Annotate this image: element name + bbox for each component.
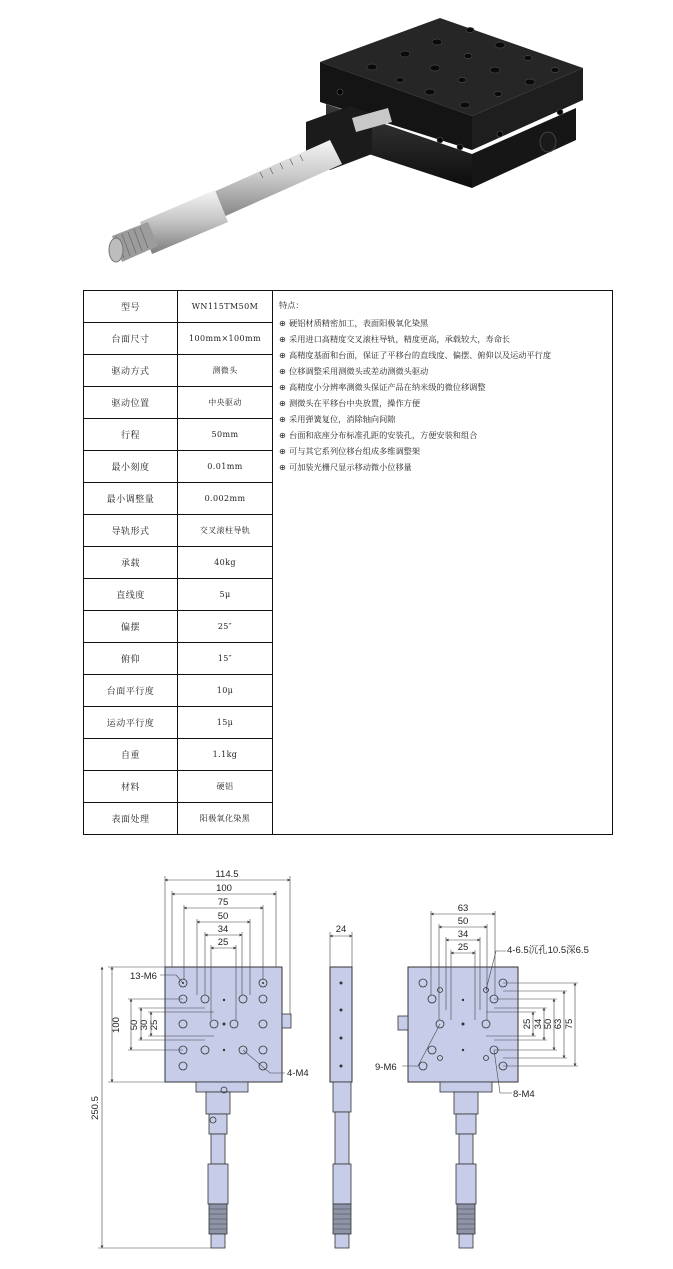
- dim-side-24: 24: [335, 924, 347, 935]
- feature-text: 可加装光栅尺显示移动微小位移量: [289, 462, 412, 472]
- spec-label: 型号: [84, 291, 178, 322]
- feature-item: [279, 365, 606, 377]
- spec-row: [84, 579, 272, 611]
- spec-row: [84, 451, 272, 483]
- callout-13-m6: 13-M6: [130, 971, 157, 982]
- spec-value: 阳极氧化染黑: [199, 814, 251, 823]
- feature-text: 位移调整采用测微头或差动测微头驱动: [289, 366, 429, 376]
- spec-label: 驱动位置: [84, 387, 178, 418]
- bullet-icon: ⊕: [279, 334, 286, 344]
- callout-9-m6: 9-M6: [375, 1062, 397, 1073]
- feature-text: 高精度小分辨率测微头保证产品在纳米级的微位移调整: [289, 382, 486, 392]
- dim-right-63: 63: [553, 1018, 564, 1030]
- spec-value: 交叉滚柱导轨: [199, 526, 251, 535]
- bullet-icon: ⊕: [279, 398, 286, 408]
- spec-value: 5μ: [219, 590, 231, 599]
- spec-label: 台面平行度: [84, 675, 178, 706]
- bullet-icon: ⊕: [279, 462, 286, 472]
- dim-left-30: 30: [139, 1019, 150, 1031]
- spec-value: 15″: [217, 654, 233, 663]
- spec-value: 25″: [217, 622, 233, 631]
- back-view: [375, 903, 589, 1248]
- dim-back-34: 34: [457, 929, 469, 940]
- spec-row: [84, 771, 272, 803]
- feature-item: [279, 349, 606, 361]
- spec-row: [84, 483, 272, 515]
- callout-4-m4: 4-M4: [287, 1068, 309, 1079]
- dim-right-25: 25: [522, 1018, 533, 1030]
- translation-stage: [306, 18, 583, 188]
- spec-label: 俯仰: [84, 643, 178, 674]
- feature-text: 测微头在平移台中央放置，操作方便: [289, 398, 421, 408]
- dim-overall-height: 250.5: [90, 1096, 101, 1120]
- feature-text: 高精度基面和台面，保证了平移台的直线度、偏摆、俯仰以及运动平行度: [289, 350, 552, 360]
- spec-label: 台面尺寸: [84, 323, 178, 354]
- spec-row: [84, 515, 272, 547]
- spec-label: 运动平行度: [84, 707, 178, 738]
- spec-value: 100mm×100mm: [189, 334, 261, 343]
- spec-value: 0.002mm: [204, 494, 246, 503]
- dim-right-75: 75: [564, 1018, 575, 1030]
- feature-text: 硬铝材质精密加工，表面阳极氧化染黑: [289, 318, 429, 328]
- spec-label: 最小刻度: [84, 451, 178, 482]
- bullet-icon: ⊕: [279, 414, 286, 424]
- spec-label: 材料: [84, 771, 178, 802]
- dim-left-100: 100: [111, 1017, 122, 1033]
- dim-75: 75: [217, 897, 229, 908]
- feature-item: [279, 429, 606, 441]
- bullet-icon: ⊕: [279, 446, 286, 456]
- spec-value: 测微头: [212, 366, 238, 375]
- front-view: [90, 869, 309, 1248]
- spec-label: 承载: [84, 547, 178, 578]
- bullet-icon: ⊕: [279, 430, 286, 440]
- spec-value: 硬铝: [216, 782, 234, 791]
- spec-label: 偏摆: [84, 611, 178, 642]
- spec-value: WN115TM50M: [191, 302, 259, 311]
- spec-row: [84, 323, 272, 355]
- spec-value: 40kg: [214, 558, 236, 567]
- bullet-icon: ⊕: [279, 366, 286, 376]
- dim-left-50: 50: [129, 1019, 140, 1031]
- dim-back-25: 25: [457, 942, 469, 953]
- feature-item: [279, 397, 606, 409]
- spec-value: 15μ: [216, 718, 234, 727]
- callout-8-m4: 8-M4: [513, 1089, 535, 1100]
- product-photo: [0, 0, 673, 280]
- technical-drawing: [0, 855, 673, 1269]
- spec-row: [84, 419, 272, 451]
- feature-text: 采用进口高精度交叉滚柱导轨，精度更高，承载较大，寿命长: [289, 334, 511, 344]
- spec-label: 驱动方式: [84, 355, 178, 386]
- spec-label: 直线度: [84, 579, 178, 610]
- dim-114-5: 114.5: [215, 869, 239, 880]
- spec-row: [84, 707, 272, 739]
- callout-counterbore: 4-6.5沉孔10.5深6.5: [507, 945, 589, 956]
- spec-label: 表面处理: [84, 803, 178, 834]
- dim-right-34: 34: [533, 1018, 544, 1030]
- feature-text: 可与其它系列位移台组成多维调整架: [289, 446, 421, 456]
- dim-50: 50: [217, 911, 229, 922]
- spec-row: [84, 547, 272, 579]
- dim-25: 25: [217, 937, 229, 948]
- features-panel: [273, 291, 612, 834]
- spec-label: 最小调整量: [84, 483, 178, 514]
- spec-value: 0.01mm: [207, 462, 243, 471]
- spec-parameter-list: [84, 291, 273, 834]
- bullet-icon: ⊕: [279, 318, 286, 328]
- feature-item: [279, 381, 606, 393]
- dim-back-63: 63: [457, 903, 469, 914]
- dim-left-25: 25: [149, 1019, 160, 1031]
- spec-value: 1.1kg: [212, 750, 238, 759]
- spec-row: [84, 739, 272, 771]
- spec-row: [84, 803, 272, 834]
- bullet-icon: ⊕: [279, 382, 286, 392]
- feature-item: [279, 333, 606, 345]
- spec-table: [83, 290, 613, 835]
- spec-row: [84, 291, 272, 323]
- spec-label: 自重: [84, 739, 178, 770]
- spec-row: [84, 355, 272, 387]
- spec-value: 50mm: [211, 430, 239, 439]
- spec-value: 中央驱动: [208, 398, 242, 407]
- dim-right-50: 50: [543, 1018, 554, 1030]
- dim-34: 34: [217, 924, 229, 935]
- side-view: [330, 924, 352, 1248]
- feature-item: [279, 413, 606, 425]
- spec-label: 导轨形式: [84, 515, 178, 546]
- spec-value: 10μ: [216, 686, 234, 695]
- feature-item: [279, 461, 606, 473]
- dim-back-50: 50: [457, 916, 469, 927]
- bullet-icon: ⊕: [279, 350, 286, 360]
- spec-row: [84, 675, 272, 707]
- spec-row: [84, 611, 272, 643]
- spec-label: 行程: [84, 419, 178, 450]
- feature-item: [279, 317, 606, 329]
- spec-row: [84, 643, 272, 675]
- feature-item: [279, 445, 606, 457]
- dim-100: 100: [216, 883, 232, 894]
- feature-text: 采用弹簧复位，消除轴向间隙: [289, 414, 396, 424]
- feature-text: 台面和底座分布标准孔距的安装孔，方便安装和组合: [289, 430, 478, 440]
- spec-row: [84, 387, 272, 419]
- features-title: 特点：: [279, 300, 304, 310]
